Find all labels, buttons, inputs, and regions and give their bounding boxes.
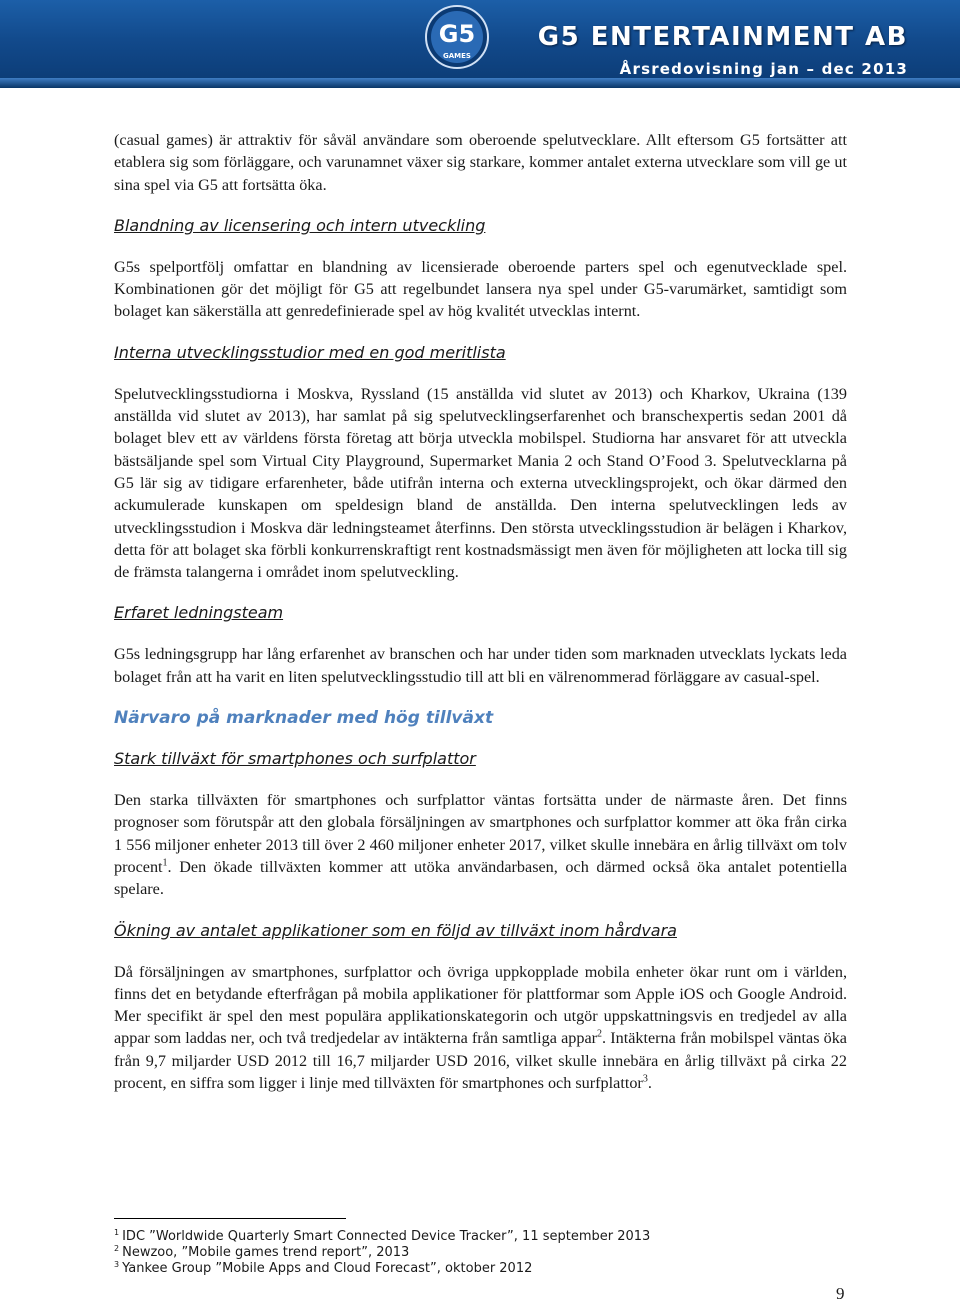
heading-apps: Ökning av antalet applikationer som en följd av tillväxt inom hårdvara (114, 920, 677, 940)
banner-stripe (0, 78, 960, 88)
team-paragraph: G5s ledningsgrupp har lång erfarenhet av branschen och har under tiden som marknaden utvecklats lyckats leda bolaget från att ha varit en liten spelutvecklingsstudio till att bli en välrenommerad förläggare av casual-spel. (114, 645, 847, 686)
footnote-ref-3[interactable]: 3 (642, 1073, 648, 1085)
blend-paragraph: G5s spelportfölj omfattar en blandning av licensierade oberoende parters spel och egenutvecklade spel. Kombinationen gör det möjligt för G5 att regelbundet lansera nya spel under G5-varumärket, samtidigt som bolaget kan säkerställa att genredefinierade spel av hög kvalitét utvecklas internt. (114, 257, 847, 321)
page-number: 9 (836, 1284, 845, 1303)
logo-subtext: GAMES (443, 52, 471, 60)
header-banner (0, 0, 960, 88)
heading-blend: Blandning av licensering och intern utveckling (114, 215, 486, 235)
intro-paragraph: (casual games) är attraktiv för såväl användare som oberoende spelutvecklare. Allt eftersom G5 fortsätter att etablera sig som förläggare, och varunamnet växer sig starkare, kommer antalet externa utvecklare som vill ge ut sina spel via G5 att fortsätta öka. (114, 131, 847, 194)
footnote (114, 1229, 814, 1245)
footnotes (114, 1229, 814, 1277)
apps-text-a: Då försäljningen av smartphones, surfplattor och övriga uppkopplade mobila enheter ökar runt om i världen, finns det en betydande efterfrågan på mobila applikationer för plattformar som Apple iOS och Google Android. Mer specifikt är spel den mest populära applikationskategorin och utgör uppskattningsvis en tredjedel av alla appar som laddas ner, och två tredjedelar av intäkterna från samtliga appar (114, 962, 847, 1048)
apps-text-b: . Intäkterna från mobilspel väntas öka från 9,7 miljarder USD 2012 till 16,7 miljarder USD 2016, vilket skulle innebära en årlig tillväxt på cirka 22 procent, en siffra som ligger i linje med tillväxten för smartphones och surfplattor (114, 1029, 847, 1093)
heading-growth: Stark tillväxt för smartphones och surfplattor (114, 749, 476, 769)
heading-presence: Närvaro på marknader med hög tillväxt (114, 708, 494, 729)
apps-text-c: . (647, 1074, 652, 1093)
report-period: Årsredovisning jan – dec 2013 (619, 60, 908, 78)
logo-text: G5 (438, 20, 476, 48)
footnote (114, 1245, 814, 1261)
heading-team: Erfaret ledningsteam (114, 603, 284, 623)
apps-paragraph (114, 961, 847, 1095)
footnote-text: Yankee Group ”Mobile Apps and Cloud Forecast”, oktober 2012 (122, 1261, 533, 1276)
footnote-divider (114, 1218, 346, 1219)
footnote-text: IDC ”Worldwide Quarterly Smart Connected Device Tracker”, 11 september 2013 (122, 1229, 651, 1244)
studios-paragraph: Spelutvecklingsstudiorna i Moskva, Ryssland (15 anställda vid slutet av 2013) och Kharkov, Ukraina (139 anställda vid slutet av 2013), har samlat på sig spelutvecklingserfarenhet och branschexpertis sedan 2001 då bolaget blev ett av världens första företag att börja utveckla mobilspel. Studiorna har ansvaret för att utveckla bästsäljande spel som Virtual City Playground, Supermarket Mania 2 och Stand O’Food 3. Spelutvecklarna på G5 lär sig av tidigare erfarenheter, både utifrån interna och externa utvecklingsprojekt, och ökar därmed den ackumulerade kunskapen om speldesign bland de anställda. Den interna spelutvecklingen leds av utvecklingsstudion i Moskva där ledningsteamet återfinns. Den största utvecklingsstudion är belägen i Kharkov, detta för att bolaget ska förbli konkurrenskraftigt rent kostnadsmässigt men även för möjligheten att locka till sig de främsta talangerna i området inom spelutveckling. (114, 384, 847, 582)
growth-text-b: . Den ökade tillväxten kommer att utöka användarbasen, och därmed också öka antalet potentiella spelare. (114, 857, 847, 899)
g5-games-logo (424, 4, 490, 70)
company-name: G5 ENTERTAINMENT AB (537, 22, 908, 52)
heading-studios: Interna utvecklingsstudior med en god meritlista (114, 342, 506, 362)
footnote-number: 1 (114, 1227, 120, 1237)
footnote (114, 1261, 814, 1277)
page-content (114, 129, 847, 1094)
footnote-ref-2[interactable]: 2 (597, 1029, 603, 1041)
footnote-number: 2 (114, 1243, 120, 1253)
growth-text-a: Den starka tillväxten för smartphones och surfplattor väntas fortsätta under de närmaste åren. Det finns prognoser som förutspår att den globala försäljningen av smartphones och surfplattor kommer att öka från cirka 1 556 miljoner enheter 2013 till över 2 460 miljoner enheter 2017, vilket skulle innebära en årlig tillväxt om tolv procent (114, 791, 847, 876)
footnote-number: 3 (114, 1259, 120, 1269)
footnote-ref-1[interactable]: 1 (162, 857, 168, 869)
footnote-text: Newzoo, ”Mobile games trend report”, 2013 (122, 1245, 410, 1260)
growth-paragraph (114, 789, 847, 900)
